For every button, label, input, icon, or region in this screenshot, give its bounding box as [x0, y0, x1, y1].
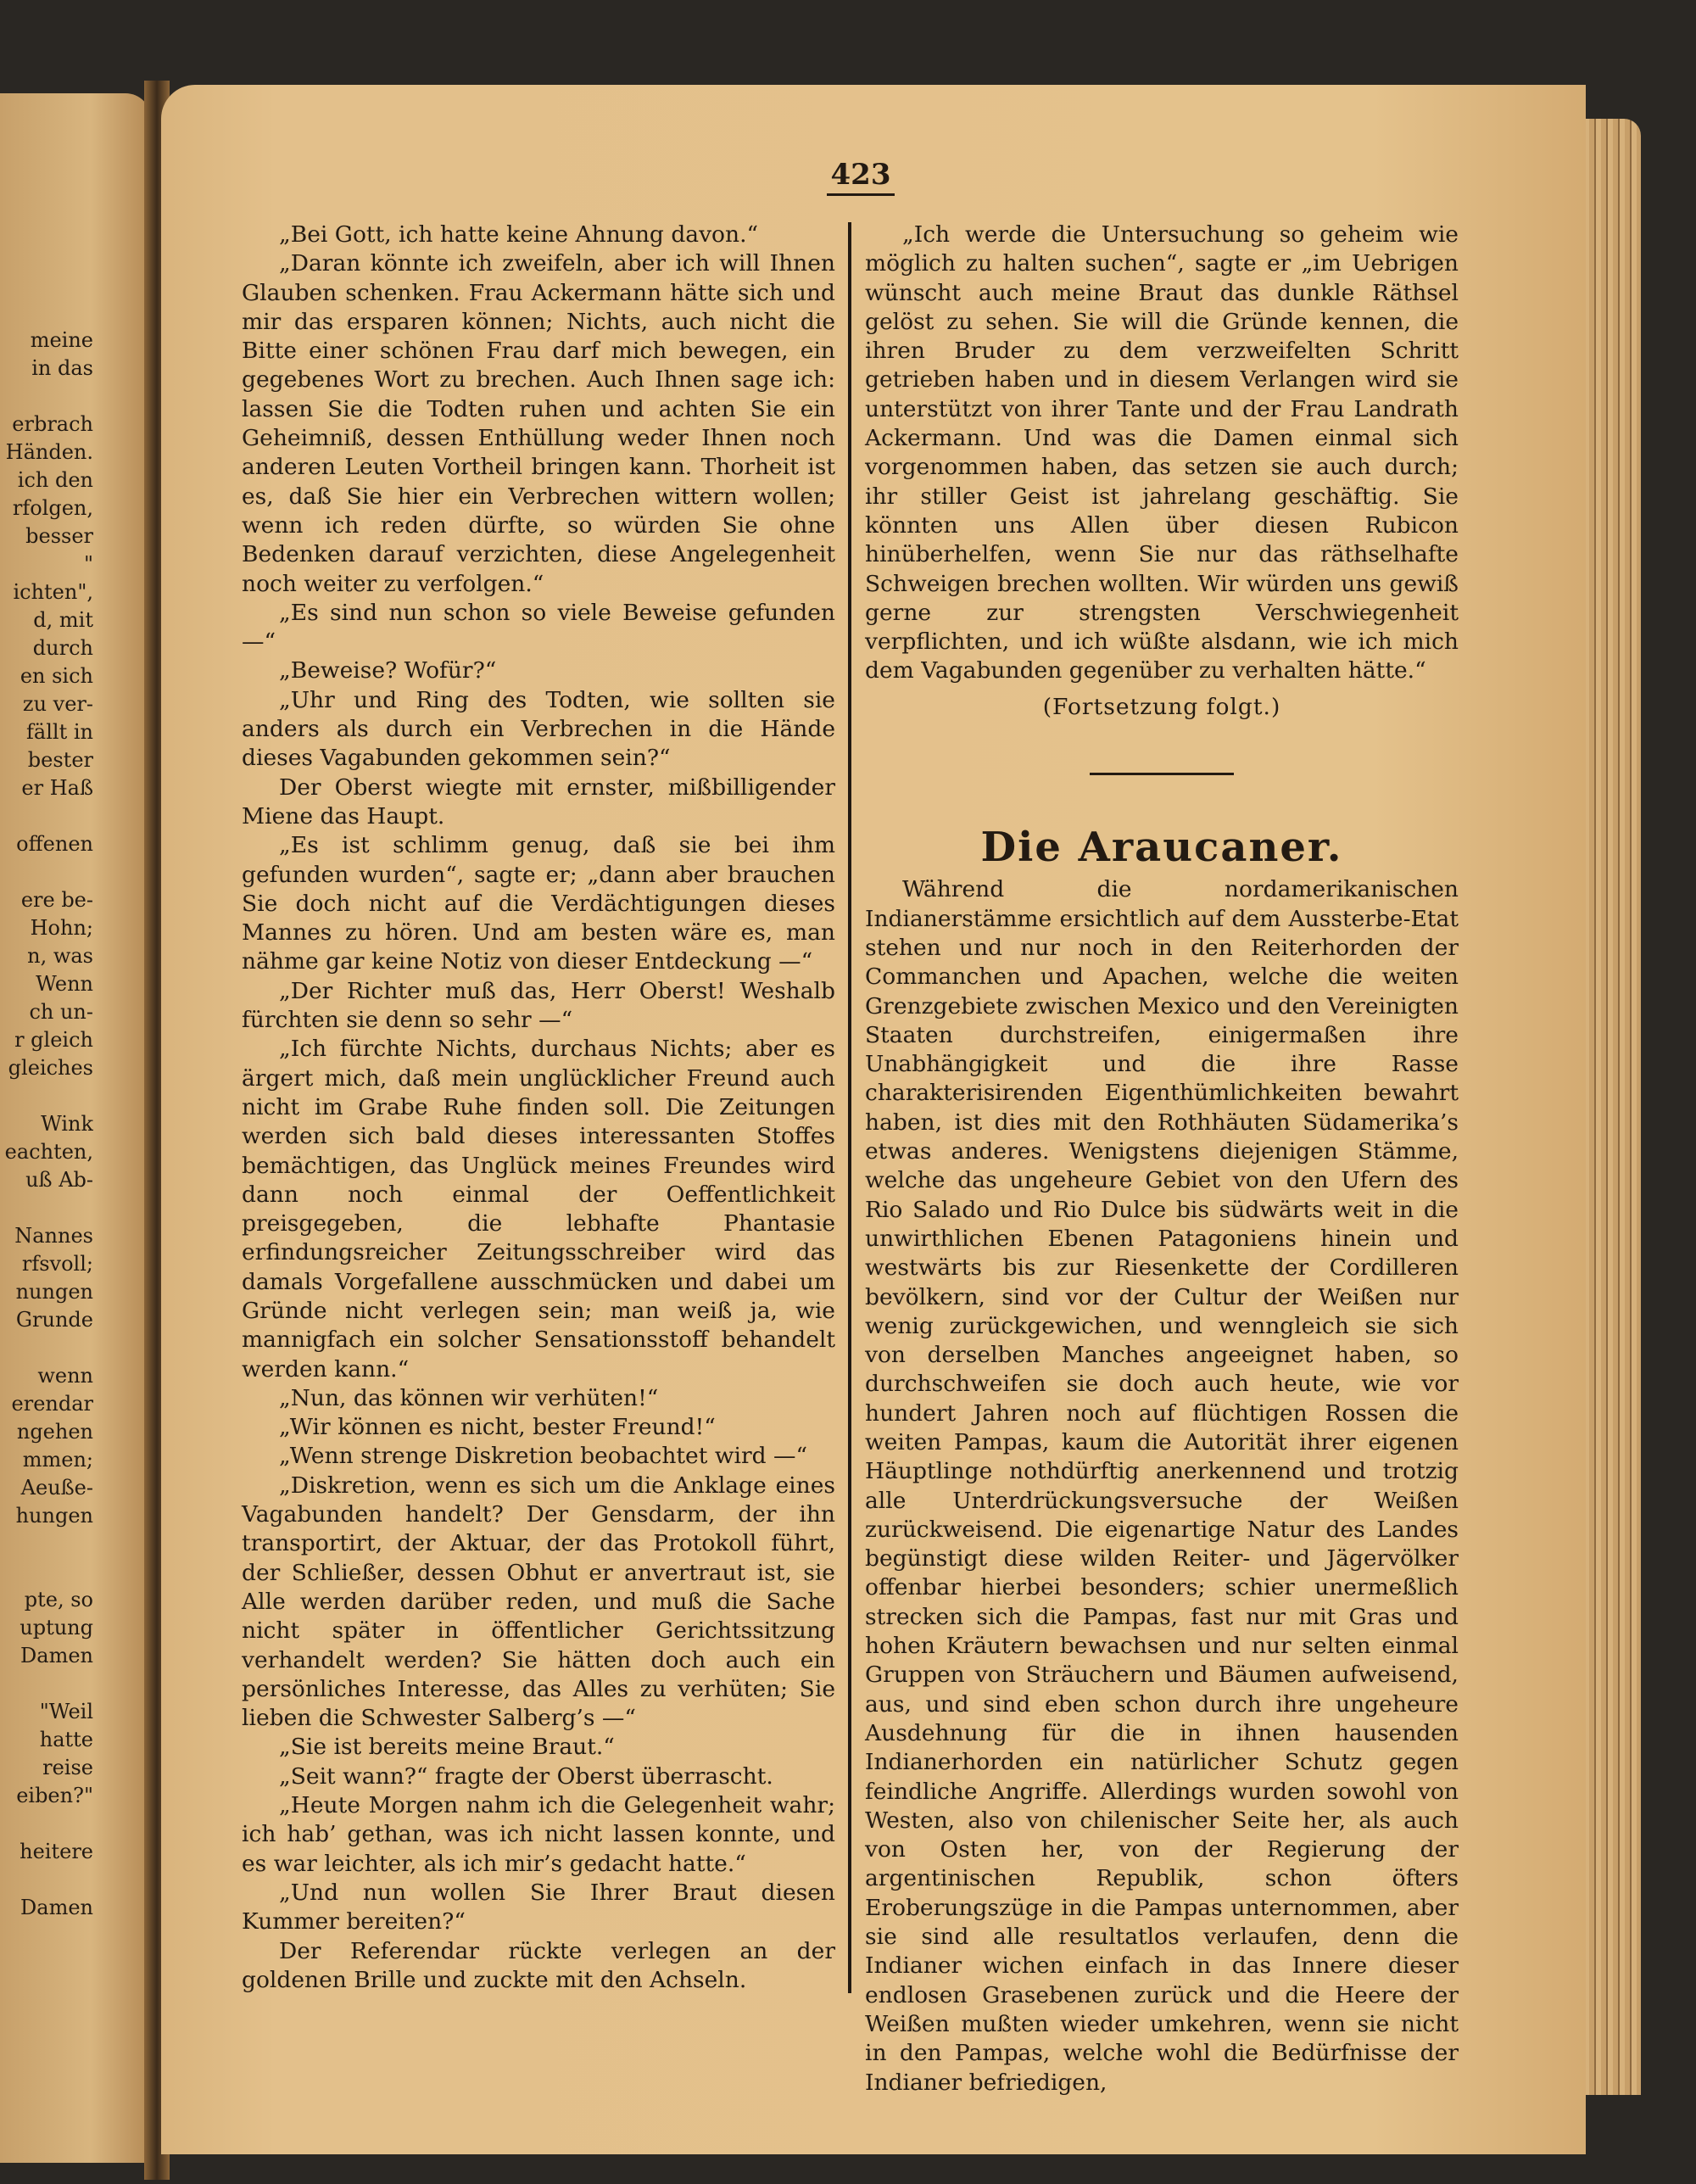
left-fragment-line: ngehen: [16, 1420, 93, 1444]
page-number: 423: [830, 158, 891, 192]
left-fragment-line: Händen.: [5, 440, 93, 464]
right-column: [865, 221, 1459, 2097]
paragraph: „Und nun wollen Sie Ihrer Braut diesen Kummer bereiten?“: [242, 1879, 835, 1935]
left-fragment-line: Wenn: [36, 972, 93, 996]
article-body: Während die nordamerikanischen Indianerstämme ersichtlich auf dem Aussterbe-Etat stehen und nur noch in den Reiterhorden der Commanchen und Apachen, welche die weiten Grenzgebiete zwischen Mexico und den Vereinigten Staaten durchstreifen, einigermaßen ihre Unabhängigkeit und die ihre Rasse charakterisirenden Eigenthümlichkeiten bewahrt haben, ist dies mit den Rothhäuten Südamerika’s etwas anderes. Wenigstens diejenigen Stämme, welche das ungeheure Gebiet von den Ufern des Rio Salado und Rio Dulce bis südwärts weit in die unwirthlichen Ebenen Patagoniens hinein und westwärts bis zur Riesenkette der Cordilleren bevölkern, sind vor der Cultur der Weißen nur wenig zurückgewichen, und wenngleich sie sich von derselben Manches angeeignet haben, so durchschweifen sie doch auch heute, wie vor hundert Jahren noch auf flüchtigen Rossen die weiten Pampas, kaum die Autorität ihrer eigenen Häuptlinge nothdürftig anerkennend und trotzig alle Unterdrückungsversuche der Weißen zurückweisend. Die eigenartige Natur des Landes begünstigt diese wilden Reiter- und Jägervölker offenbar hierbei besonders; schier unermeßlich strecken sich die Pampas, fast nur mit Gras und hohen Kräutern bewachsen und nur selten einmal Gruppen von Sträuchern und Bäumen aufweisend, aus, und sind eben schon durch ihre ungeheure Ausdehnung für die in ihnen hausenden Indianerhorden ein natürlicher Schutz gegen feindliche Angriffe. Allerdings wurden sowohl von Westen, also von chilenischer Seite her, als auch von Osten her, von der Regierung der argentinischen Republik, schon öfters Eroberungszüge in die Pampas unternommen, aber sie sind alle resultatlos verlaufen, denn die Indianer wichen einfach in das Innere dieser endlosen Grasebenen zurück und die Heere der Weißen mußten wieder umkehren, wenn sie nicht in den Pampas, welche wohl die Bedürfnisse der Indianer befriedigen,: [865, 876, 1459, 2096]
article-title: Die Araucaner.: [980, 824, 1343, 872]
left-fragment-line: Hohn;: [30, 916, 93, 940]
left-fragment-line: besser: [25, 524, 93, 548]
left-fragment-line: ich den: [17, 468, 93, 492]
paragraph: „Bei Gott, ich hatte keine Ahnung davon.“: [279, 221, 759, 248]
paragraph: „Diskretion, wenn es sich um die Anklage eines Vagabunden handelt? Der Gensdarm, der ihn transportirt, der Aktuar, der das Protokoll führt, der Schließer, dessen Obhut er anvertraut ist, sie Alle werden darüber reden, und muß die Sache nicht später in öffentlicher Gerichtssitzung verhandelt werden? Sie hätten doch auch ein persönliches Interesse, das Alles zu verhüten; Sie lieben die Schwester Salberg’s —“: [242, 1472, 835, 1732]
left-fragment-line: [0, 1530, 93, 1558]
left-fragment-line: Damen: [20, 1896, 93, 1919]
paragraph: „Wir können es nicht, bester Freund!“: [279, 1414, 716, 1441]
left-fragment-line: wenn: [37, 1364, 93, 1388]
story-continuation: [865, 221, 1459, 686]
left-fragment-line: en sich: [20, 664, 93, 688]
paragraph: „Wenn strenge Diskretion beobachtet wird —“: [279, 1443, 808, 1470]
paragraph: Der Oberst wiegte mit ernster, mißbilligender Miene das Haupt.: [242, 774, 835, 829]
left-fragment-line: gleiches: [8, 1056, 93, 1080]
paragraph: „Beweise? Wofür?“: [279, 657, 497, 684]
left-fragment-line: [0, 1194, 93, 1222]
paragraph: „Seit wann?“ fragte der Oberst überrascht.: [279, 1762, 773, 1790]
paragraph: „Ich werde die Untersuchung so geheim wie möglich zu halten suchen“, sagte er „im Uebrigen wünscht auch meine Braut das dunkle Räthsel gelöst zu sehen. Sie will die Gründe kennen, die ihren Bruder zu dem verzweifelten Schritt getrieben haben und in diesem Verlangen wird sie unterstützt von ihrer Tante und der Frau Landrath Ackermann. Und was die Damen einmal sich vorgenommen haben, das setzen sie auch durch; ihr stiller Geist ist jahrelang geschäftig. Sie könnten uns Allen über diesen Rubicon hinüberhelfen, wenn Sie nur das räthselhafte Schweigen brechen wollten. Wir würden uns gewiß gerne zur strengsten Verschwiegenheit verpflichten, und ich wüßte alsdann, wie ich mich dem Vagabunden gegenüber zu verhalten hätte.“: [865, 221, 1459, 684]
left-fragment-line: fällt in: [26, 720, 93, 744]
left-fragment-line: uptung: [20, 1616, 93, 1639]
continued-note: (Fortsetzung folgt.): [1042, 693, 1281, 720]
left-fragment-line: Nannes: [14, 1224, 93, 1248]
page-edges: [1577, 119, 1641, 2095]
paragraph: „Nun, das können wir verhüten!“: [279, 1384, 659, 1411]
left-page-text-fragments: [0, 327, 93, 1922]
left-fragment-line: meine: [30, 328, 93, 352]
paragraph: „Heute Morgen nahm ich die Gelegenheit wahr; ich hab’ gethan, was ich nicht lassen konnte, und es war leichter, als ich mir’s gedacht hatte.“: [242, 1792, 835, 1877]
paragraph: „Sie ist bereits meine Braut.“: [279, 1734, 615, 1761]
left-fragment-line: in das: [31, 356, 93, 380]
paragraph: „Uhr und Ring des Todten, wie sollten sie anders als durch ein Verbrechen in die Hände dieses Vagabunden gekommen sein?“: [242, 686, 835, 772]
left-fragment-line: d, mit: [33, 608, 93, 632]
left-fragment-line: pte, so: [24, 1588, 93, 1611]
left-fragment-line: bester: [27, 748, 93, 772]
left-fragment-line: zu ver-: [22, 692, 93, 716]
left-fragment-line: rfolgen,: [12, 496, 93, 520]
left-fragment-line: [0, 1810, 93, 1838]
left-fragment-line: erbrach: [12, 412, 93, 436]
left-fragment-line: heitere: [20, 1840, 93, 1863]
paragraph: „Es ist schlimm genug, daß sie bei ihm gefunden wurden“, sagte er; „dann aber brauchen Sie doch nicht auf die Verdächtigungen dieses Mannes zu hören. Und am besten wäre es, man nähme gar keine Notiz von dieser Entdeckung —“: [242, 832, 835, 975]
left-fragment-line: offenen: [16, 832, 93, 856]
left-fragment-line: [0, 1334, 93, 1362]
left-fragment-line: [0, 858, 93, 886]
paragraph: Der Referendar rückte verlegen an der goldenen Brille und zuckte mit den Achseln.: [242, 1937, 835, 1993]
paragraph: „Ich fürchte Nichts, durchaus Nichts; aber es ärgert mich, daß mein unglücklicher Freund auch nicht im Grabe Ruhe finden soll. Die Zeitungen werden sich bald dieses interessanten Stoffes bemächtigen, das Unglück meines Freundes wird dann noch einmal der Oeffentlichkeit preisgegeben, die lebhafte Phantasie erfindungsreicher Zeitungsschreiber wird das damals Vorgefallene ausschmücken und dabei um Gründe nicht verlegen sein; man weiß ja, wie mannigfach ein solcher Sensationsstoff behandelt werden kann.“: [242, 1036, 835, 1382]
left-fragment-line: Aeuße-: [20, 1476, 93, 1500]
left-fragment-line: [0, 1558, 93, 1586]
left-fragment-line: mmen;: [22, 1448, 93, 1472]
left-fragment-line: rfsvoll;: [21, 1252, 93, 1276]
left-fragment-line: reise: [42, 1756, 93, 1779]
left-column: [242, 221, 835, 1995]
left-fragment-line: "Weil: [39, 1700, 93, 1723]
page-number-rule: [827, 193, 895, 196]
left-fragment-line: hungen: [15, 1504, 93, 1528]
left-fragment-line: ere be-: [20, 888, 93, 912]
paragraph: „Es sind nun schon so viele Beweise gefunden —“: [242, 599, 835, 656]
left-fragment-line: [0, 383, 93, 411]
left-fragment-line: nungen: [15, 1280, 93, 1304]
left-fragment-line: Grunde: [15, 1308, 93, 1332]
left-fragment-line: [0, 1866, 93, 1894]
left-fragment-line: [0, 1670, 93, 1698]
left-fragment-line: ": [83, 552, 93, 576]
paragraph: „Der Richter muß das, Herr Oberst! Weshalb fürchten sie denn so sehr —“: [242, 977, 835, 1034]
left-fragment-line: hatte: [39, 1728, 93, 1751]
left-page-edge: [0, 93, 151, 2163]
left-fragment-line: r gleich: [14, 1028, 93, 1052]
left-fragment-line: Damen: [20, 1644, 93, 1667]
left-fragment-line: er Haß: [21, 776, 93, 800]
left-fragment-line: eachten,: [4, 1140, 93, 1164]
column-divider: [848, 222, 851, 1993]
left-fragment-line: eiben?": [16, 1784, 93, 1807]
left-fragment-line: durch: [32, 636, 93, 660]
section-divider: [1090, 773, 1234, 775]
left-fragment-line: n, was: [27, 944, 93, 968]
left-fragment-line: ichten",: [13, 580, 93, 604]
left-fragment-line: ch un-: [29, 1000, 93, 1024]
left-fragment-line: erendar: [11, 1392, 93, 1416]
left-fragment-line: Wink: [41, 1112, 93, 1136]
left-fragment-line: [0, 1082, 93, 1110]
left-fragment-line: [0, 802, 93, 830]
paragraph: „Daran könnte ich zweifeln, aber ich will Ihnen Glauben schenken. Frau Ackermann hätte sich und mir das ersparen können; Nichts, auch nicht die Bitte einer schönen Frau darf mich bewegen, ein gegebenes Wort zu brechen. Auch Ihnen sage ich: lassen Sie die Todten ruhen und achten Sie ein Geheimniß, dessen Enthüllung weder Ihnen noch anderen Leuten Vortheil bringen kann. Thorheit ist es, daß Sie hier ein Verbrechen wittern wollen; wenn ich reden dürfte, so würden Sie ohne Bedenken darauf verzichten, diese Angelegenheit noch weiter zu verfolgen.“: [242, 250, 835, 597]
left-fragment-line: uß Ab-: [25, 1168, 93, 1192]
